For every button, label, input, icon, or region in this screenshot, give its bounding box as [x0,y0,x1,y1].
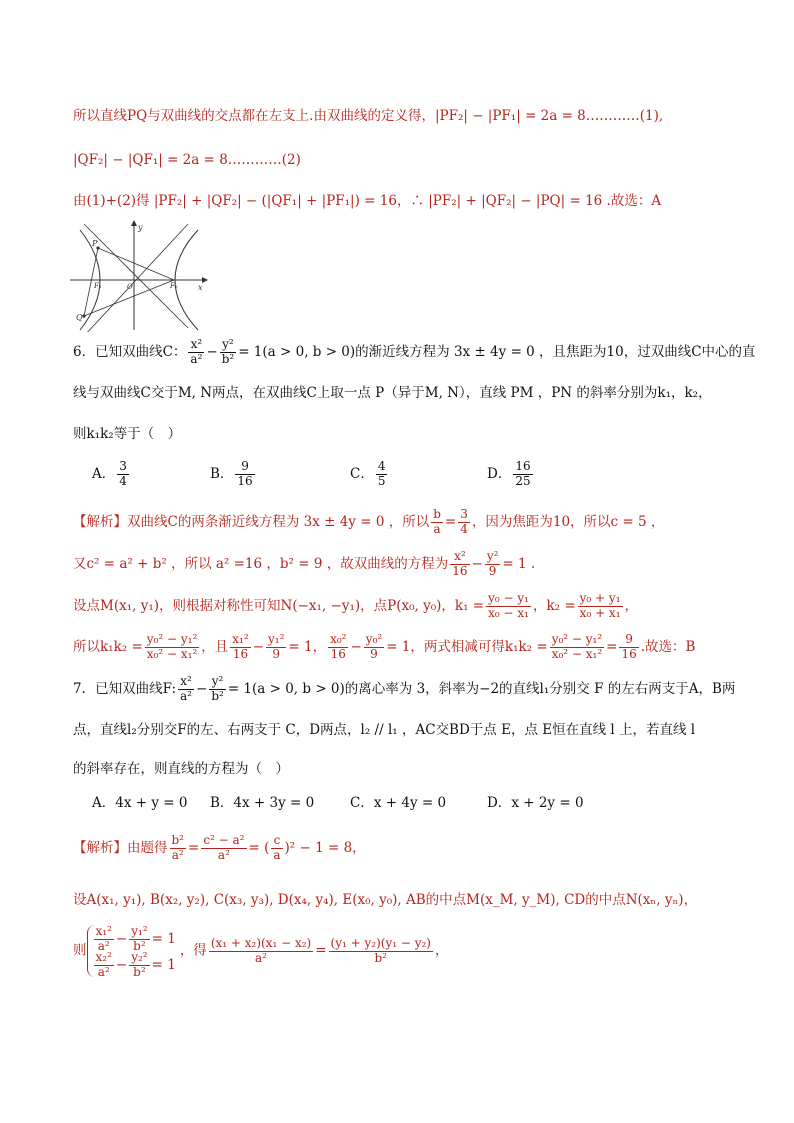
q6-eq-frac-1: $\frac{\text{x²}}{\text{a²}}$ [190,337,203,366]
q7-option-a: A．4x + y = 0 [92,795,188,811]
x-axis-arrow [202,277,208,283]
point-q [82,314,85,317]
q7-solution-line-2: 设A(x₁, y₁), B(x₂, y₂), C(x₃, y₃), D(x₄, y₄), E(x₀, y₀), AB的中点M(x_M, y_M), CD的中点N(xₙ, yₙ)， [73,892,698,908]
q6-option-a: A． $\frac{3}{4}$ [92,459,127,488]
label-q: Q [76,313,83,322]
q6-option-c: C． $\frac{4}{5}$ [350,459,386,488]
q6-option-b: B． $\frac{9}{16}$ [210,459,253,488]
q6-solution-line-4: 所以k₁k₂ = $\frac{\text{y₀² − y₁²}}{\text{x₀² − x₁²}}$ ，且 $\frac{\text{x₁²}}{16}$ − $\frac{\text{y₁²}}{9}$ = 1， $\frac{\text{x₀²}}{16}$ − $\frac{\text{y₀²}}{9}$ = 1，两式相减可得k₁k₂ = $\frac{\text{y₀² − y₁²}}{\text{x₀² − x₁²}}$ = $\frac{9}{16}$ .故选：B [73,632,696,661]
q7-line-1: 7．已知双曲线F: $\frac{\text{x²}}{\text{a²}}$ − $\frac{\text{y²}}{\text{b²}}$ = 1(a > 0, b > 0)的离心率为 3，斜率为−2的直线l₁分别交 F 的左右两支于A，B两 [73,674,736,703]
q7-option-b: B．4x + 3y = 0 [210,795,315,811]
q7-option-d: D．x + 2y = 0 [487,795,584,811]
line-pf2 [98,248,174,280]
q6-option-d: D． $\frac{16}{25}$ [487,459,531,488]
q7-option-c: C．x + 4y = 0 [350,795,447,811]
prev-solution-line-2: |QF₂| − |QF₁| = 2a = 8…………(2) [73,152,301,168]
label-f2: F₂ [170,282,178,290]
q6-line-2: 线与双曲线C交于M, N两点，在双曲线C上取一点 P（异于M, N），直线 PM ，PN 的斜率分别为k₁，k₂， [73,385,712,401]
q7-solution-line-3: 则 $\frac{\text{x₁²}}{\text{a²}}$ − $\frac{\text{y₁²}}{\text{b²}}$ = 1 $\frac{\text{x₂²}}{\text{a²}}$ − $\frac{\text{y₂²}}{\text{b²}}$ = 1 ，得 $\frac{\text{(x₁ + x₂)(x₁ − x₂)}}{\text{a²}}$ = $\frac{\text{(y₁ + y₂)(y₁ − y₂)}}{\text{b²}}$ ， [73,924,449,979]
hyperbola-figure [70,220,210,332]
label-o: O [127,283,133,291]
q6-line1-rest: = 1(a > 0, b > 0)的渐近线方程为 3x ± 4y = 0 ，且焦距为10，过双曲线C中心的直 [238,343,756,360]
q6-solution-line-3: 设点M(x₁, y₁)，则根据对称性可知N(−x₁, −y₁)，点P(x₀, y₀)，k₁ = $\frac{\text{y₀ − y₁}}{\text{x₀ − x₁}}$ ，k₂ = $\frac{\text{y₀ + y₁}}{\text{x₀ + x₁}}$ ， [73,591,639,620]
label-y: y [138,223,143,232]
q7-line-2: 点，直线l₂分别交F的左、右两支于 C，D两点，l₂ // l₁ ，AC交BD于点 E，点 E恒在直线 l 上，若直线 l [73,722,696,738]
q7-solution-line-1: 【解析】由题得 $\frac{\text{b²}}{\text{a²}}$ = $\frac{\text{c² − a²}}{\text{a²}}$ = ( $\frac{c}{a}$ )² − 1 = 8， [73,833,366,862]
q6-solution-line-1: 【解析】双曲线C的两条渐近线方程为 3x ± 4y = 0 ，所以 $\frac{b}{a}$ = $\frac{3}{4}$ ，因为焦距为10，所以c = 5 ， [73,507,665,536]
q7-line-3: 的斜率存在，则直线的方程为（ ） [73,761,289,777]
prev-solution-line-1: 所以直线PQ与双曲线的交点都在左支上.由双曲线的定义得，|PF₂| − |PF₁| = 2a = 8…………(1), [73,108,664,124]
q6-eq-frac-2: $\frac{\text{y²}}{\text{b²}}$ [221,337,235,366]
q6-solution-line-2: 又c² = a² + b² ，所以 a² =16 ，b² = 9 ，故双曲线的方程为 $\frac{\text{x²}}{16}$ − $\frac{\text{y²}}{9}$ = 1 . [73,549,536,578]
label-p: P [92,239,98,248]
label-x: x [198,283,203,292]
prev-solution-line-3: 由(1)+(2)得 |PF₂| + |QF₂| − (|QF₁| + |PF₁|) = 16，∴ |PF₂| + |QF₂| − |PQ| = 16 .故选：A [73,193,662,209]
q6-line-3: 则k₁k₂等于（ ） [73,426,182,442]
equation-system: $\frac{\text{x₁²}}{\text{a²}}$ − $\frac{\text{y₁²}}{\text{b²}}$ = 1 $\frac{\text{x₂²}}{\text{a²}}$ − $\frac{\text{y₂²}}{\text{b²}}$ = 1 [87,925,176,977]
q6-line-1: 6．已知双曲线C： $\frac{\text{x²}}{\text{a²}}$ − $\frac{\text{y²}}{\text{b²}}$ = 1(a > 0, b > 0)的渐近线方程为 3x ± 4y = 0 ，且焦距为10，过双曲线C中心的直 [73,337,756,366]
q6-prefix: 6．已知双曲线C： [73,343,187,360]
y-axis-arrow [131,220,137,226]
label-f1: F₁ [94,282,102,290]
